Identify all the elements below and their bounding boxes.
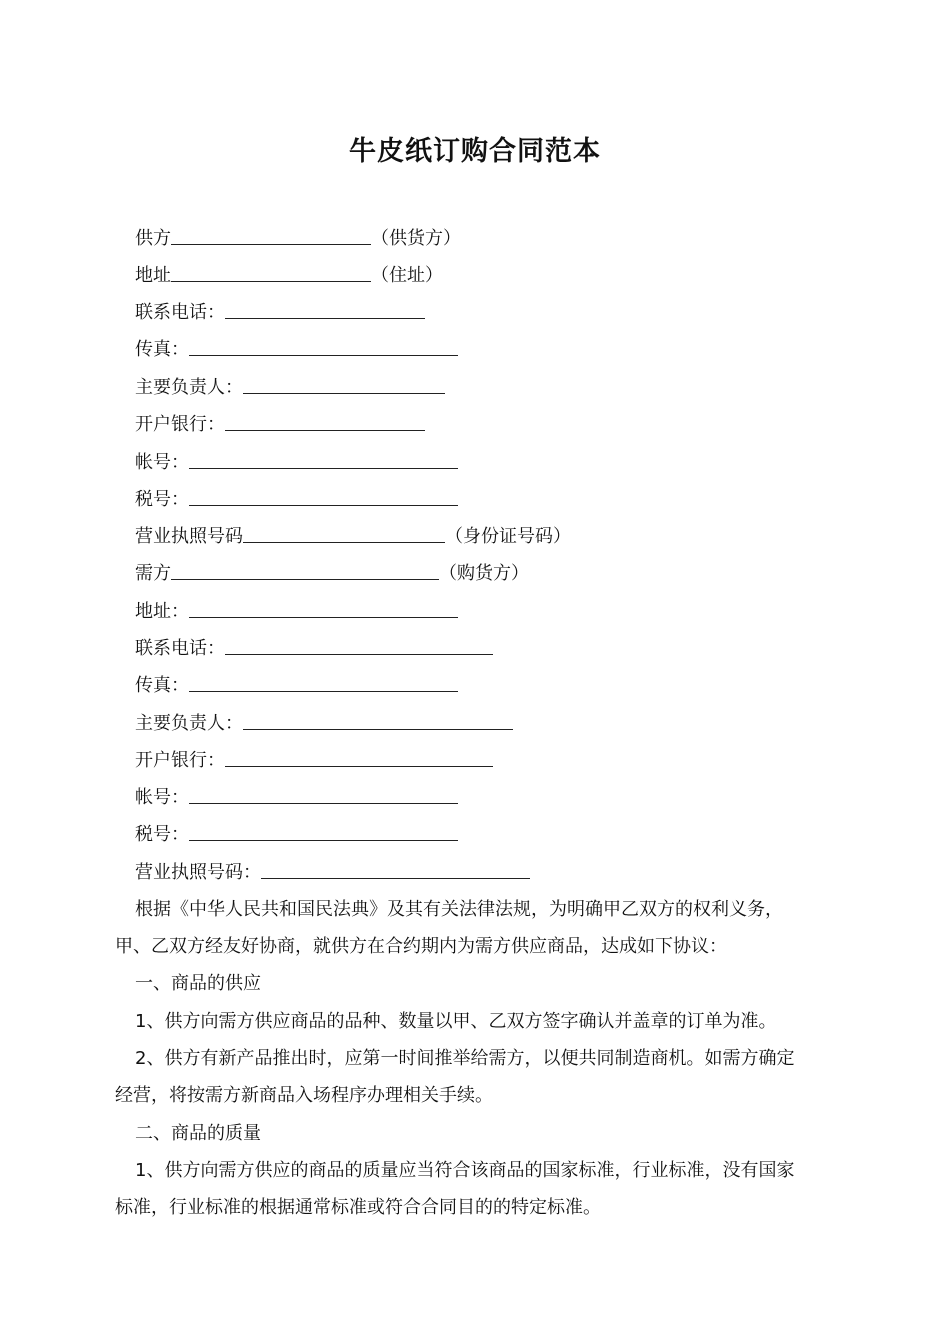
buyer-phone-label: 联系电话： — [135, 638, 225, 659]
section-1-item-2-line-2: 经营，将按需方新商品入场程序办理相关手续。 — [115, 1085, 493, 1106]
supplier-account-field — [135, 450, 458, 476]
buyer-manager-blank[interactable] — [243, 711, 513, 730]
supplier-address-field — [135, 263, 443, 289]
buyer-tax-label: 税号： — [135, 824, 189, 845]
buyer-phone-field — [135, 636, 493, 662]
buyer-manager-label: 主要负责人： — [135, 713, 243, 734]
buyer-account-label: 帐号： — [135, 787, 189, 808]
document-title: 牛皮纸订购合同范本 — [349, 136, 601, 167]
supplier-tax-label: 税号： — [135, 489, 189, 510]
section-1-item-2-line-1: 2、供方有新产品推出时，应第一时间推举给需方，以便共同制造商机。如需方确定 — [135, 1048, 795, 1069]
buyer-tax-field — [135, 822, 458, 848]
buyer-manager-field — [135, 711, 513, 737]
buyer-bank-field — [135, 748, 493, 774]
supplier-party-field — [135, 226, 461, 252]
supplier-address-blank[interactable] — [171, 263, 371, 282]
buyer-bank-label: 开户银行： — [135, 750, 225, 771]
section-2-item-1-line-1: 1、供方向需方供应的商品的质量应当符合该商品的国家标准，行业标准，没有国家 — [135, 1160, 795, 1181]
buyer-fax-blank[interactable] — [189, 673, 458, 692]
supplier-address-label: 地址 — [135, 265, 171, 286]
supplier-tax-blank[interactable] — [189, 487, 458, 506]
supplier-bank-field — [135, 412, 425, 438]
buyer-address-blank[interactable] — [189, 599, 458, 618]
supplier-fax-field — [135, 337, 458, 363]
supplier-manager-blank[interactable] — [243, 375, 445, 394]
supplier-phone-blank[interactable] — [225, 300, 425, 319]
supplier-phone-label: 联系电话： — [135, 302, 225, 323]
buyer-fax-label: 传真： — [135, 675, 189, 696]
supplier-bank-label: 开户银行： — [135, 414, 225, 435]
intro-paragraph-line-2: 甲、乙双方经友好协商，就供方在合约期内为需方供应商品，达成如下协议： — [115, 936, 727, 957]
buyer-account-blank[interactable] — [189, 785, 458, 804]
buyer-party-suffix: （购货方） — [439, 563, 529, 584]
buyer-license-blank[interactable] — [261, 860, 530, 879]
buyer-address-field — [135, 599, 458, 625]
supplier-fax-label: 传真： — [135, 339, 189, 360]
supplier-tax-field — [135, 487, 458, 513]
supplier-manager-field — [135, 375, 445, 401]
buyer-party-blank[interactable] — [171, 561, 439, 580]
supplier-party-blank[interactable] — [171, 226, 371, 245]
buyer-party-label: 需方 — [135, 563, 171, 584]
section-2-heading: 二、商品的质量 — [135, 1123, 261, 1144]
supplier-manager-label: 主要负责人： — [135, 377, 243, 398]
buyer-tax-blank[interactable] — [189, 822, 458, 841]
buyer-license-field — [135, 860, 530, 886]
buyer-fax-field — [135, 673, 458, 699]
buyer-phone-blank[interactable] — [225, 636, 493, 655]
buyer-account-field — [135, 785, 458, 811]
supplier-fax-blank[interactable] — [189, 337, 458, 356]
buyer-license-label: 营业执照号码： — [135, 862, 261, 883]
intro-paragraph-line-1: 根据《中华人民共和国民法典》及其有关法律法规，为明确甲乙双方的权利义务， — [135, 899, 783, 920]
buyer-bank-blank[interactable] — [225, 748, 493, 767]
supplier-account-blank[interactable] — [189, 450, 458, 469]
supplier-license-label: 营业执照号码 — [135, 526, 243, 547]
supplier-license-field — [135, 524, 571, 550]
supplier-address-suffix: （住址） — [371, 265, 443, 286]
supplier-phone-field — [135, 300, 425, 326]
buyer-party-field — [135, 561, 529, 587]
section-1-item-1: 1、供方向需方供应商品的品种、数量以甲、乙双方签字确认并盖章的订单为准。 — [135, 1011, 777, 1032]
buyer-address-label: 地址： — [135, 601, 189, 622]
section-1-heading: 一、商品的供应 — [135, 973, 261, 994]
supplier-account-label: 帐号： — [135, 452, 189, 473]
supplier-party-suffix: （供货方） — [371, 228, 461, 249]
section-2-item-1-line-2: 标准，行业标准的根据通常标准或符合合同目的的特定标准。 — [115, 1197, 601, 1218]
supplier-license-blank[interactable] — [243, 524, 445, 543]
supplier-bank-blank[interactable] — [225, 412, 425, 431]
supplier-license-suffix: （身份证号码） — [445, 526, 571, 547]
supplier-party-label: 供方 — [135, 228, 171, 249]
